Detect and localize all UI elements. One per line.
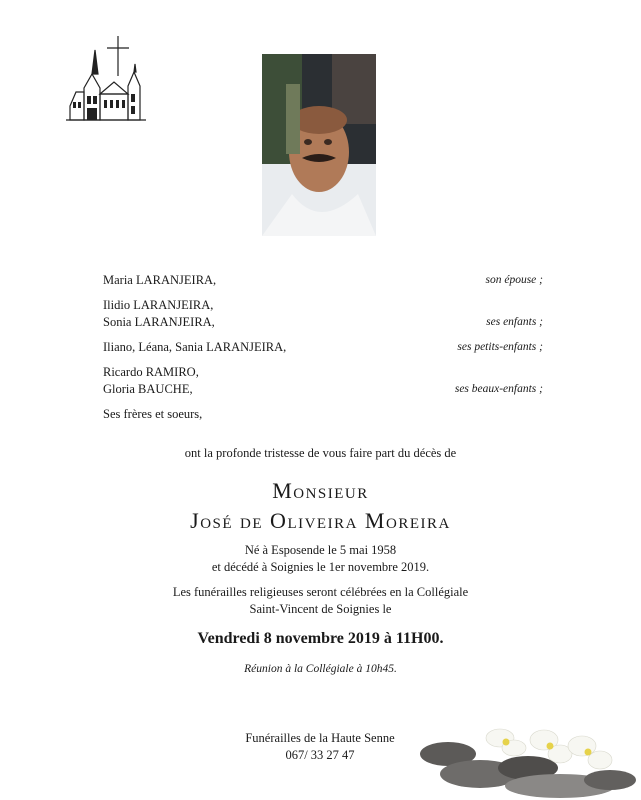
family-row <box>103 406 543 423</box>
family-role: ses beaux-enfants ; <box>454 383 543 395</box>
announcement-intro: ont la profonde tristesse de vous faire part du décès de <box>184 446 457 460</box>
church-cross-icon <box>62 36 148 126</box>
funeral-line: Les funérailles religieuses seront célébrées en la Collégiale <box>172 585 469 599</box>
deceased-name: José de Oliveira Moreira <box>190 508 451 533</box>
family-name: Iliano, Léana, Sania LARANJEIRA, <box>103 340 287 354</box>
funeral-info <box>0 584 641 618</box>
meeting-info: Réunion à la Collégiale à 10h45. <box>244 663 397 675</box>
family-row <box>103 272 543 289</box>
birth-line: Né à Esposende le 5 mai 1958 <box>244 543 397 557</box>
family-list <box>103 272 543 423</box>
family-name: Ses frères et soeurs, <box>103 407 203 421</box>
family-name: Gloria BAUCHE, <box>103 382 193 396</box>
family-name: Sonia LARANJEIRA, <box>103 315 215 329</box>
family-row <box>103 381 543 398</box>
family-role: ses enfants ; <box>486 316 543 328</box>
orchid-stones-image <box>410 716 641 800</box>
family-name: Ilidio LARANJEIRA, <box>103 298 214 312</box>
funeral-line: Saint-Vincent de Soignies le <box>249 602 392 616</box>
birth-death-info <box>0 542 641 576</box>
family-row <box>103 314 543 331</box>
family-row <box>103 339 543 356</box>
undertaker-info <box>210 730 430 764</box>
family-row <box>103 297 543 314</box>
death-line: et décédé à Soignies le 1er novembre 2019. <box>211 560 430 574</box>
family-role: son épouse ; <box>485 274 543 286</box>
deceased-title: Monsieur <box>272 478 369 503</box>
family-name: Maria LARANJEIRA, <box>103 273 217 287</box>
undertaker-name: Funérailles de la Haute Senne <box>245 731 395 745</box>
family-role: ses petits-enfants ; <box>457 341 543 353</box>
family-name: Ricardo RAMIRO, <box>103 365 199 379</box>
undertaker-phone: 067/ 33 27 47 <box>285 748 355 762</box>
family-row <box>103 364 543 381</box>
portrait-photo <box>262 54 376 236</box>
funeral-date: Vendredi 8 novembre 2019 à 11H00. <box>197 630 444 647</box>
